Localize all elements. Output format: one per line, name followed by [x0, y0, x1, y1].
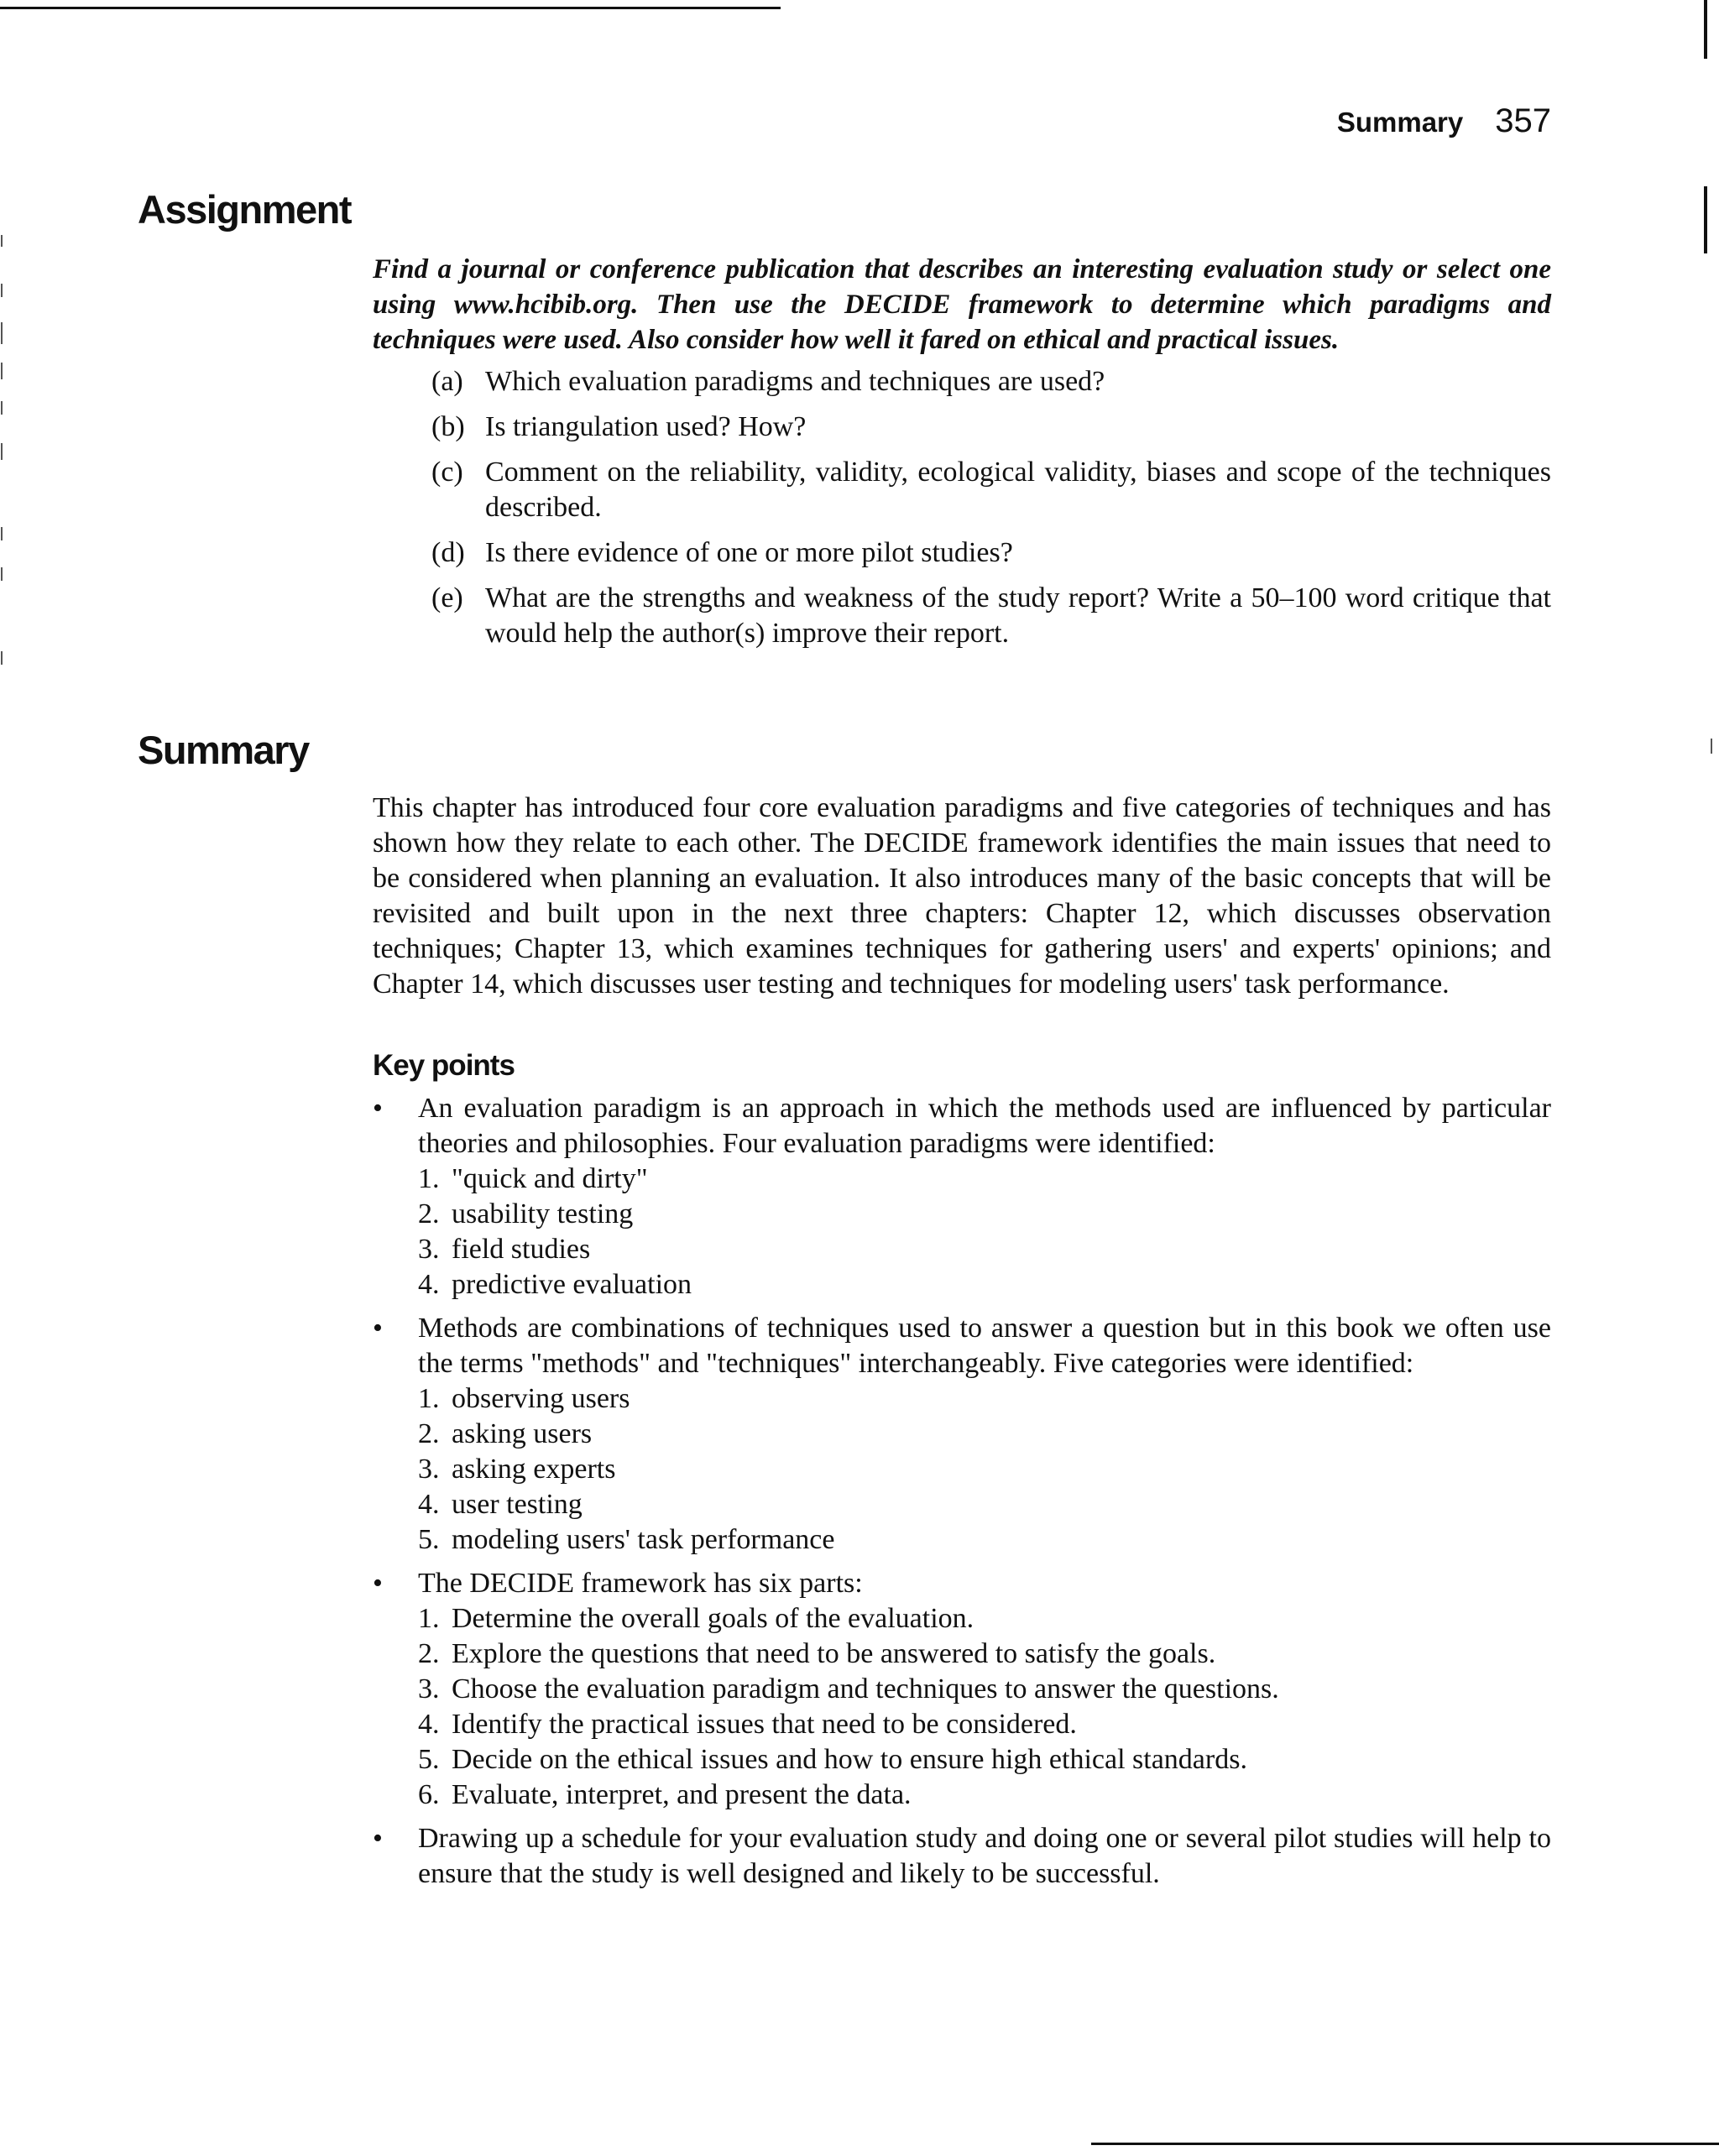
item-number: 1.: [418, 1163, 440, 1194]
item-text: predictive evaluation: [452, 1269, 692, 1300]
list-item: [418, 1232, 1551, 1267]
list-item: [418, 1417, 1551, 1452]
question-text: Is there evidence of one or more pilot studies?: [485, 537, 1013, 568]
item-text: Choose the evaluation paradigm and techniques to answer the questions.: [452, 1673, 1279, 1704]
item-number: 4.: [418, 1489, 440, 1520]
item-text: "quick and dirty": [452, 1163, 648, 1194]
item-number: 4.: [418, 1709, 440, 1740]
margin-tick: [1, 527, 3, 540]
bullet-icon: •: [373, 1313, 383, 1344]
question-item: [373, 364, 1551, 399]
item-number: 2.: [418, 1198, 440, 1229]
binding-edge-mark: [1704, 0, 1707, 59]
summary-paragraph: This chapter has introduced four core evaluation paradigms and five categories of techniques and has shown how they relate to each other. The DECIDE framework identifies the main issues that need to be considered when planning an evaluation. It also introduces many of the basic concepts that will be revisited and built upon in the next three chapters: Chapter 12, which discusses observation techniques; Chapter 13, which examines techniques for gathering users' and experts' opinions; and Chapter 14, which discusses user testing and techniques for modeling users' task performance.: [373, 792, 1551, 1000]
summary-heading: Summary: [138, 728, 309, 772]
question-text: What are the strengths and weakness of the study report? Write a 50–100 word critique that would help the author(s) improve their report.: [485, 582, 1551, 649]
page-number: 357: [1495, 102, 1551, 139]
list-item: [418, 1452, 1551, 1487]
assignment-heading: Assignment: [138, 187, 351, 232]
item-number: 3.: [418, 1234, 440, 1265]
question-item: [373, 535, 1551, 571]
item-text: observing users: [452, 1383, 630, 1414]
item-number: 3.: [418, 1454, 440, 1485]
key-point: [373, 1311, 1551, 1558]
item-text: Explore the questions that need to be answered to satisfy the goals.: [452, 1638, 1216, 1669]
question-label: (d): [431, 537, 465, 568]
list-item: [418, 1381, 1551, 1417]
list-item: [418, 1522, 1551, 1558]
key-point-text: An evaluation paradigm is an approach in which the methods used are influenced by particular theories and philosophies. Four evaluation paradigms were identified:: [418, 1093, 1551, 1159]
item-text: Evaluate, interpret, and present the data.: [452, 1779, 912, 1810]
running-head: [1337, 102, 1551, 140]
margin-tick: [1, 284, 3, 297]
item-number: 2.: [418, 1418, 440, 1449]
list-item: [418, 1267, 1551, 1302]
key-point: [373, 1566, 1551, 1813]
list-item: [418, 1162, 1551, 1197]
bullet-icon: •: [373, 1568, 383, 1599]
key-points-list: [373, 1091, 1551, 1892]
question-item: [373, 581, 1551, 651]
list-item: [418, 1487, 1551, 1522]
paradigm-list: [418, 1162, 1551, 1302]
item-number: 5.: [418, 1524, 440, 1555]
item-text: asking experts: [452, 1454, 616, 1485]
list-item: [418, 1672, 1551, 1707]
bullet-icon: •: [373, 1823, 383, 1854]
question-label: (c): [431, 457, 463, 488]
margin-tick: [1, 235, 3, 247]
top-rule: [0, 7, 781, 9]
item-text: usability testing: [452, 1198, 634, 1229]
list-item: [418, 1778, 1551, 1813]
question-label: (e): [431, 582, 463, 613]
bottom-rule: [1091, 2143, 1719, 2145]
list-item: [418, 1707, 1551, 1742]
decide-parts-list: [418, 1601, 1551, 1813]
list-item: [418, 1742, 1551, 1778]
question-text: Which evaluation paradigms and techniques are used?: [485, 366, 1105, 397]
margin-tick: [1, 322, 3, 344]
key-point-text: Methods are combinations of techniques used to answer a question but in this book we often use the terms "methods" and "techniques" interchangeably. Five categories were identified:: [418, 1313, 1551, 1379]
key-point: [373, 1091, 1551, 1302]
technique-category-list: [418, 1381, 1551, 1558]
key-point: [373, 1821, 1551, 1892]
item-number: 6.: [418, 1779, 440, 1810]
margin-tick: [1, 363, 3, 379]
key-point-text: The DECIDE framework has six parts:: [418, 1568, 863, 1599]
question-list: [373, 364, 1551, 651]
assignment-prompt: Find a journal or conference publication that describes an interesting evaluation study or select one using www.hcibib.org. Then use the DECIDE framework to determine which paradigms and techniques were used. Also consider how well it fared on ethical and practical issues.: [373, 254, 1551, 355]
running-head-title: Summary: [1336, 107, 1464, 138]
item-number: 3.: [418, 1673, 440, 1704]
question-item: [373, 455, 1551, 525]
question-label: (a): [431, 366, 463, 397]
list-item: [418, 1637, 1551, 1672]
question-item: [373, 410, 1551, 445]
item-text: user testing: [452, 1489, 583, 1520]
list-item: [418, 1197, 1551, 1232]
binding-edge-mark: [1704, 186, 1707, 253]
item-text: Decide on the ethical issues and how to ensure high ethical standards.: [452, 1744, 1247, 1775]
key-points-heading: Key points: [373, 1049, 515, 1082]
summary-body: [373, 791, 1551, 1900]
key-point-text: Drawing up a schedule for your evaluation study and doing one or several pilot studies will help to ensure that the study is well designed and likely to be successful.: [418, 1823, 1551, 1889]
question-text: Is triangulation used? How?: [485, 411, 807, 442]
item-number: 4.: [418, 1269, 440, 1300]
margin-tick: [1, 567, 3, 581]
question-text: Comment on the reliability, validity, ecological validity, biases and scope of the techniques described.: [485, 457, 1551, 523]
margin-tick: [1, 443, 3, 460]
item-text: Identify the practical issues that need to be considered.: [452, 1709, 1077, 1740]
item-number: 1.: [418, 1383, 440, 1414]
item-text: field studies: [452, 1234, 591, 1265]
margin-tick: [1711, 739, 1712, 754]
item-text: asking users: [452, 1418, 593, 1449]
assignment-body: [373, 252, 1551, 661]
list-item: [418, 1601, 1551, 1637]
bullet-icon: •: [373, 1093, 383, 1124]
item-number: 5.: [418, 1744, 440, 1775]
margin-tick: [1, 401, 3, 415]
margin-tick: [1, 651, 3, 665]
item-number: 2.: [418, 1638, 440, 1669]
item-text: modeling users' task performance: [452, 1524, 835, 1555]
item-number: 1.: [418, 1603, 440, 1634]
item-text: Determine the overall goals of the evaluation.: [452, 1603, 974, 1634]
question-label: (b): [431, 411, 465, 442]
